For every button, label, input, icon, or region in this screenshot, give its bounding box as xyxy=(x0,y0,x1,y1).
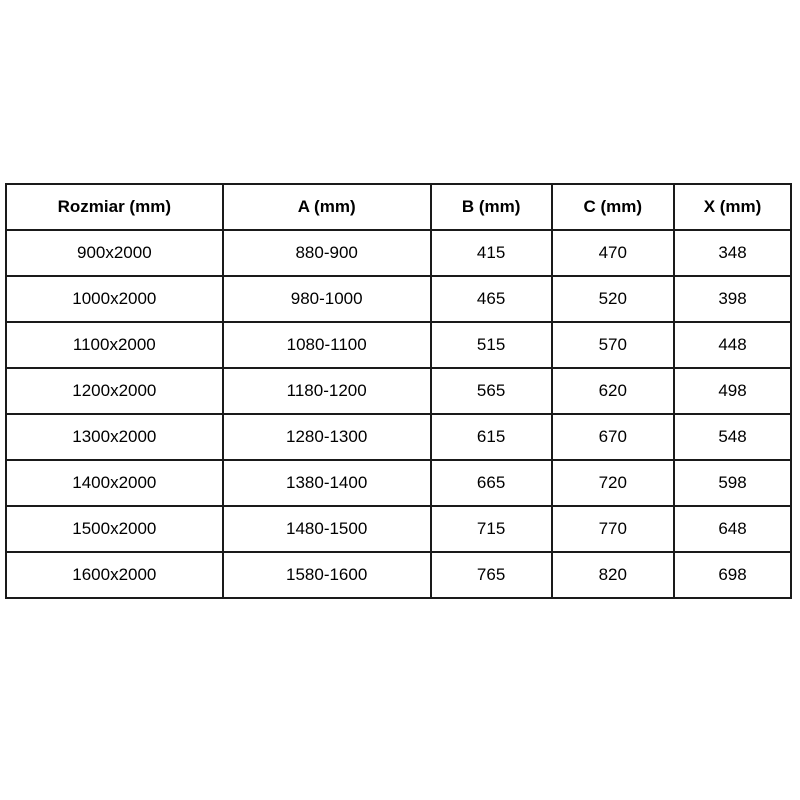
cell-c: 520 xyxy=(552,276,674,322)
cell-c: 470 xyxy=(552,230,674,276)
cell-rozmiar: 1200x2000 xyxy=(6,368,223,414)
column-header-x: X (mm) xyxy=(674,184,791,230)
cell-a: 1580-1600 xyxy=(223,552,431,598)
cell-c: 620 xyxy=(552,368,674,414)
cell-b: 615 xyxy=(431,414,552,460)
cell-b: 465 xyxy=(431,276,552,322)
column-header-b: B (mm) xyxy=(431,184,552,230)
cell-a: 1080-1100 xyxy=(223,322,431,368)
cell-x: 598 xyxy=(674,460,791,506)
cell-rozmiar: 1100x2000 xyxy=(6,322,223,368)
cell-b: 415 xyxy=(431,230,552,276)
cell-rozmiar: 1500x2000 xyxy=(6,506,223,552)
table-row xyxy=(6,276,791,322)
cell-c: 770 xyxy=(552,506,674,552)
table-row xyxy=(6,460,791,506)
cell-c: 720 xyxy=(552,460,674,506)
table-row xyxy=(6,506,791,552)
cell-a: 880-900 xyxy=(223,230,431,276)
header-row xyxy=(6,184,791,230)
cell-x: 548 xyxy=(674,414,791,460)
cell-x: 698 xyxy=(674,552,791,598)
column-header-rozmiar: Rozmiar (mm) xyxy=(6,184,223,230)
cell-c: 570 xyxy=(552,322,674,368)
table-row xyxy=(6,414,791,460)
cell-c: 670 xyxy=(552,414,674,460)
cell-rozmiar: 1000x2000 xyxy=(6,276,223,322)
cell-b: 565 xyxy=(431,368,552,414)
cell-a: 1480-1500 xyxy=(223,506,431,552)
cell-x: 348 xyxy=(674,230,791,276)
cell-rozmiar: 1300x2000 xyxy=(6,414,223,460)
cell-x: 498 xyxy=(674,368,791,414)
cell-a: 1280-1300 xyxy=(223,414,431,460)
cell-b: 515 xyxy=(431,322,552,368)
cell-a: 1180-1200 xyxy=(223,368,431,414)
table-row xyxy=(6,230,791,276)
size-spec-table-container xyxy=(5,183,792,599)
cell-b: 665 xyxy=(431,460,552,506)
table-row xyxy=(6,552,791,598)
cell-x: 648 xyxy=(674,506,791,552)
column-header-c: C (mm) xyxy=(552,184,674,230)
cell-c: 820 xyxy=(552,552,674,598)
cell-x: 448 xyxy=(674,322,791,368)
size-spec-table xyxy=(5,183,792,599)
cell-a: 1380-1400 xyxy=(223,460,431,506)
cell-rozmiar: 900x2000 xyxy=(6,230,223,276)
cell-a: 980-1000 xyxy=(223,276,431,322)
cell-x: 398 xyxy=(674,276,791,322)
column-header-a: A (mm) xyxy=(223,184,431,230)
cell-rozmiar: 1600x2000 xyxy=(6,552,223,598)
cell-rozmiar: 1400x2000 xyxy=(6,460,223,506)
cell-b: 765 xyxy=(431,552,552,598)
cell-b: 715 xyxy=(431,506,552,552)
table-row xyxy=(6,322,791,368)
table-row xyxy=(6,368,791,414)
